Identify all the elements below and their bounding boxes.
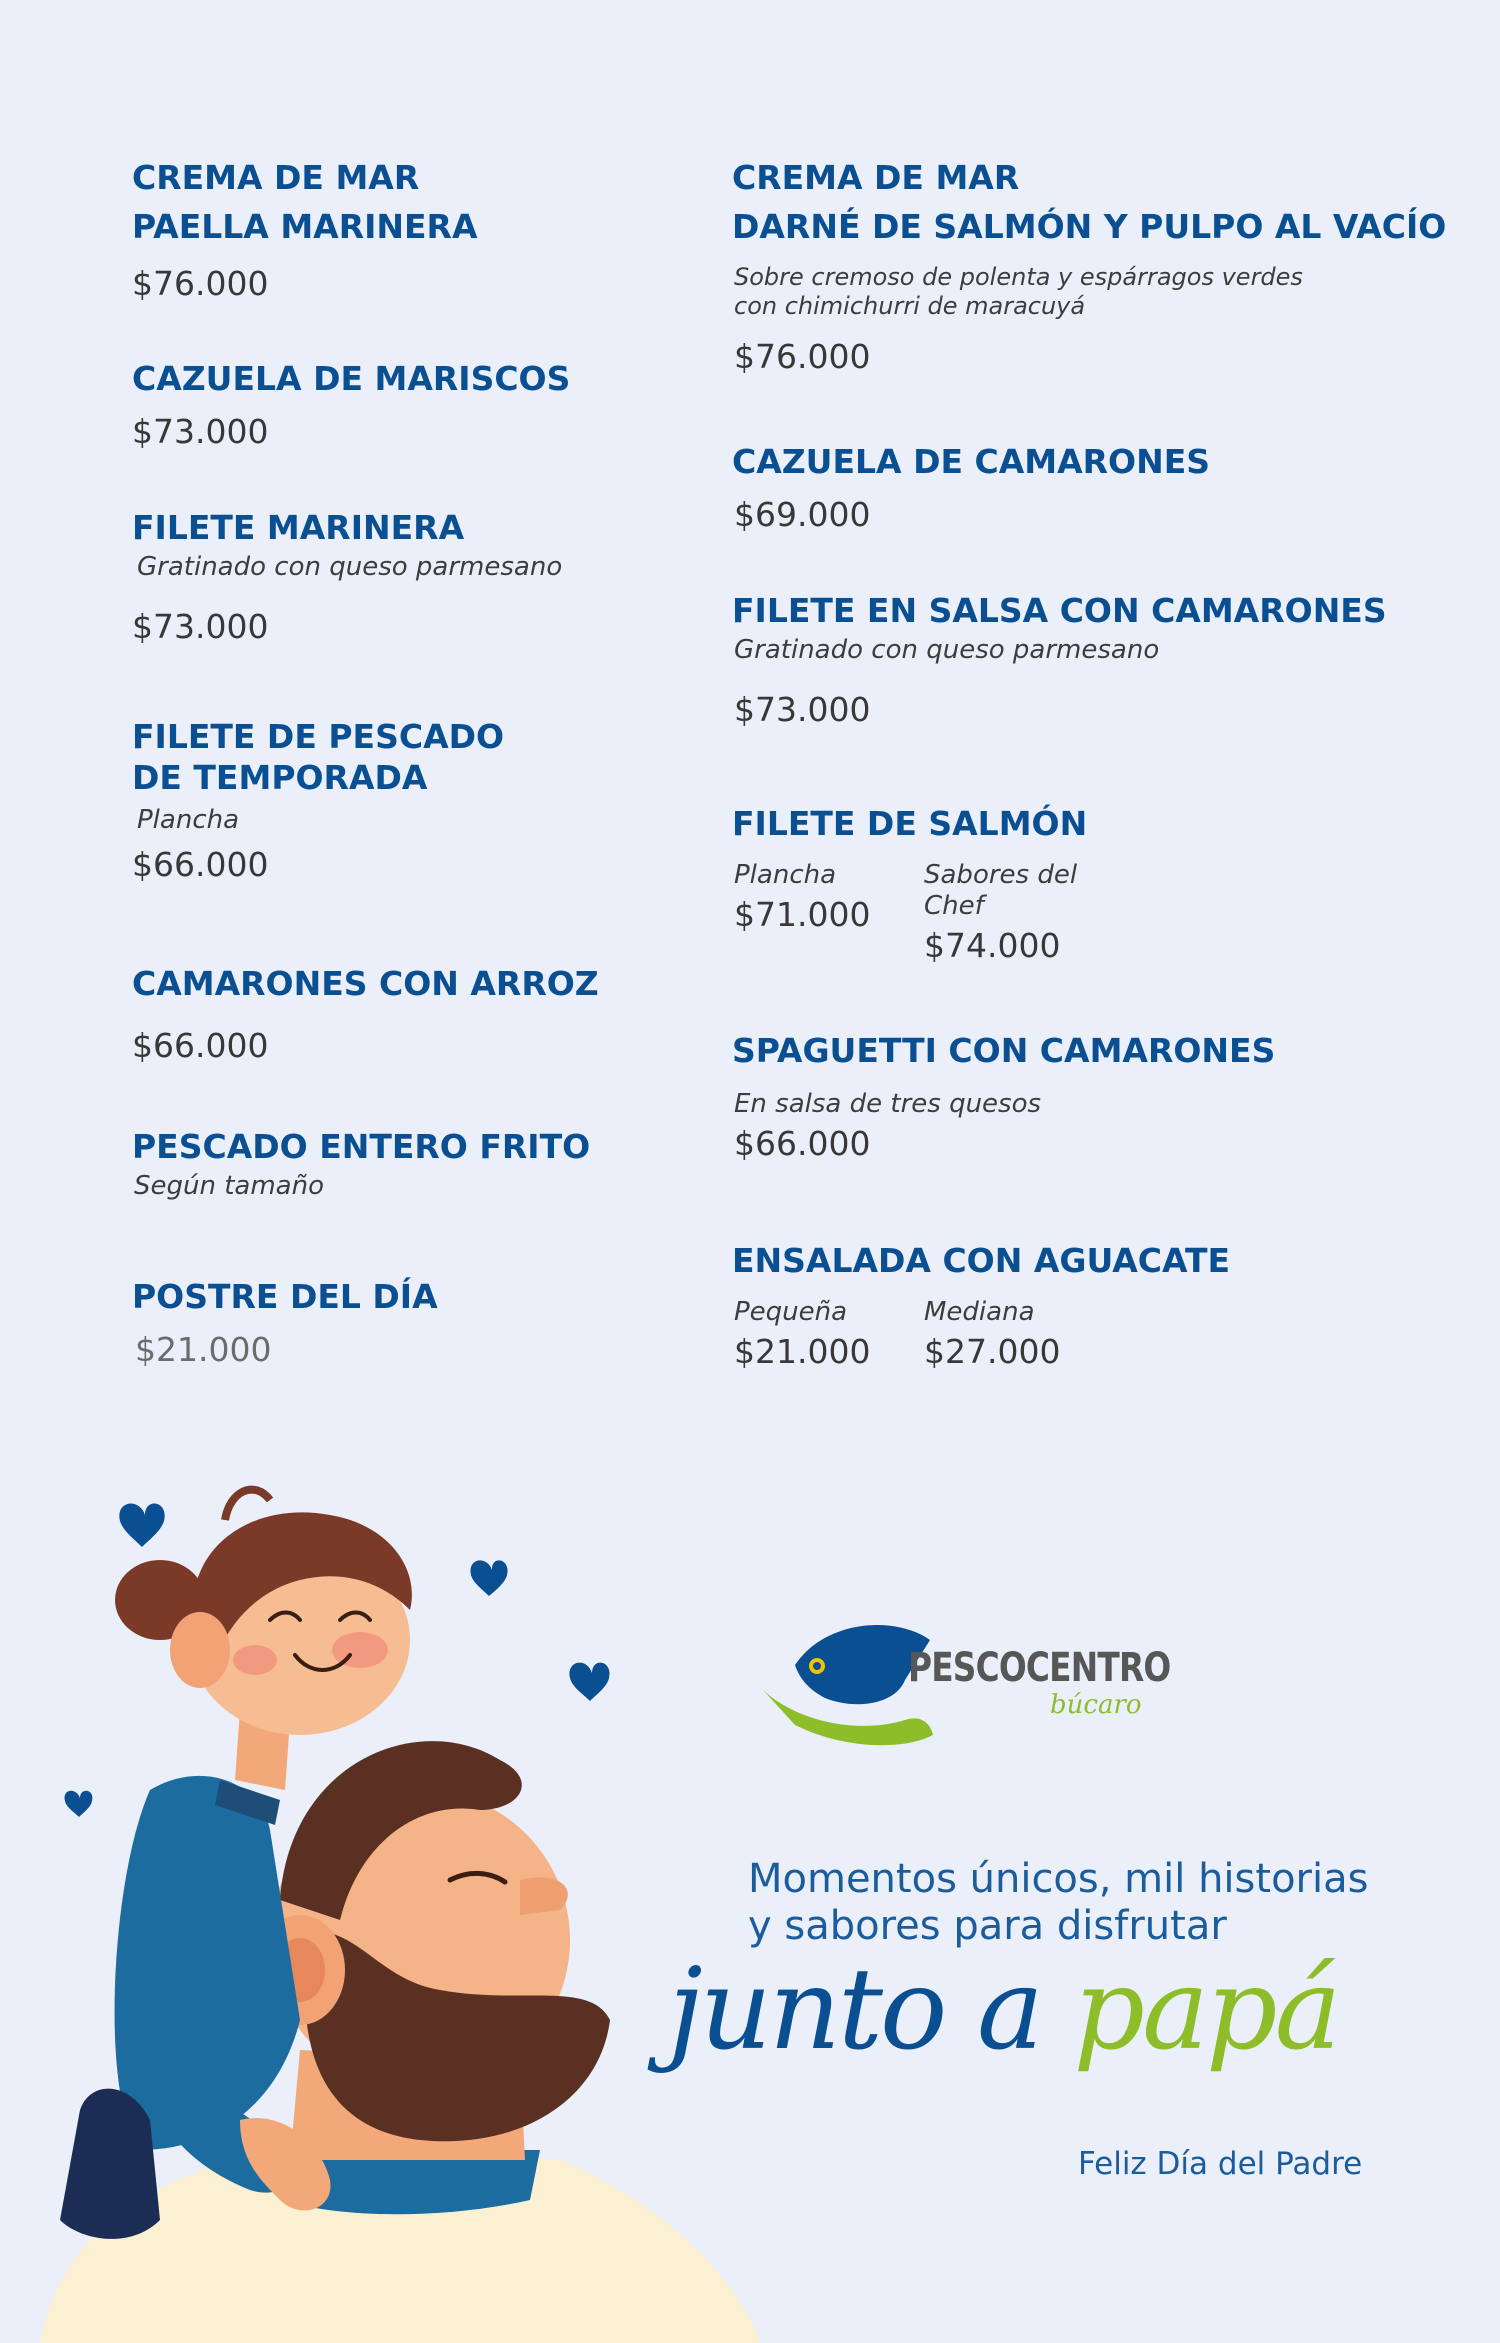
menu-item-spaguetti [732,1026,1452,1164]
item-price: $73.000 [132,607,269,646]
item-title: FILETE DE PESCADO [132,717,505,756]
father-daughter-illustration [0,1460,760,2343]
menu-item-camarones-arroz [132,959,692,1066]
item-price: $69.000 [734,495,871,534]
item-title: DE TEMPORADA [132,758,428,797]
item-title: PESCADO ENTERO FRITO [132,1127,591,1166]
heart-icon [569,1663,609,1701]
script-heading-part2: papá [1073,1945,1339,2075]
menu-item-postre [132,1272,692,1370]
item-description: Según tamaño [134,1171,324,1201]
heart-icon [470,1560,507,1596]
menu-item-darne-salmon [732,153,1452,377]
menu-item-cazuela-camarones [732,437,1452,535]
greeting: Feliz Día del Padre [1078,2146,1363,2182]
item-price: $66.000 [132,845,269,884]
option-label: Plancha [734,860,837,890]
option-price: $21.000 [734,1332,871,1371]
heart-icon [119,1504,164,1547]
tagline [748,1856,1368,1950]
menu-item-filete-salmon [732,799,1452,966]
item-title: FILETE MARINERA [132,508,465,547]
menu-item-filete-pescado [132,716,692,885]
menu-item-paella [132,153,692,304]
heart-icon [65,1791,93,1817]
item-price: $21.000 [135,1330,272,1369]
price-option [734,1297,924,1372]
item-description: Sobre cremoso de polenta y espárragos verdes [734,263,1303,291]
item-title: POSTRE DEL DÍA [132,1277,438,1316]
price-option [924,1297,1114,1372]
item-title: CAZUELA DE CAMARONES [732,442,1211,481]
option-label: Pequeña [734,1297,848,1327]
menu-item-ensalada [732,1236,1452,1372]
item-title: SPAGUETTI CON CAMARONES [732,1031,1276,1070]
item-title: DARNÉ DE SALMÓN Y PULPO AL VACÍO [732,207,1447,246]
item-title: CAZUELA DE MARISCOS [132,359,571,398]
brand-name: PESCOCENTRO [908,1645,1171,1691]
item-title: FILETE EN SALSA CON CAMARONES [732,591,1387,630]
script-heading-part1: junto a [668,1945,1041,2075]
item-price: $66.000 [734,1124,871,1163]
item-title: PAELLA MARINERA [132,207,478,246]
script-heading [668,1940,1338,2080]
menu-item-filete-marinera [132,503,692,647]
menu-item-cazuela-mariscos [132,354,692,452]
price-option [734,860,924,966]
price-options [734,1297,1452,1372]
option-price: $71.000 [734,895,871,934]
price-option [924,860,1114,966]
item-title: CREMA DE MAR [132,158,420,197]
item-description: En salsa de tres quesos [734,1089,1042,1119]
tagline-line: Momentos únicos, mil historias [748,1856,1369,1902]
item-price: $73.000 [132,412,269,451]
item-price: $66.000 [132,1026,269,1065]
item-price: $73.000 [734,690,871,729]
item-price: $76.000 [734,337,871,376]
option-label: Mediana [924,1297,1035,1327]
item-title: ENSALADA CON AGUACATE [732,1241,1231,1280]
tagline-line: y sabores para disfrutar [748,1903,1227,1949]
price-options [734,860,1452,966]
item-description: Plancha [137,805,240,835]
item-description: Gratinado con queso parmesano [137,552,563,582]
item-title: CAMARONES CON ARROZ [132,964,599,1003]
brand-subtitle: búcaro [1050,1690,1142,1720]
menu-item-pescado-frito [132,1122,692,1202]
option-label: Sabores del Chef [924,860,1078,921]
item-description: con chimichurri de maracuyá [734,292,1086,320]
option-price: $27.000 [924,1332,1061,1371]
item-price: $76.000 [132,264,269,303]
menu-item-filete-salsa [732,586,1452,730]
item-description: Gratinado con queso parmesano [734,635,1160,665]
item-title: CREMA DE MAR [732,158,1020,197]
item-title: FILETE DE SALMÓN [732,804,1088,843]
option-price: $74.000 [924,926,1061,965]
